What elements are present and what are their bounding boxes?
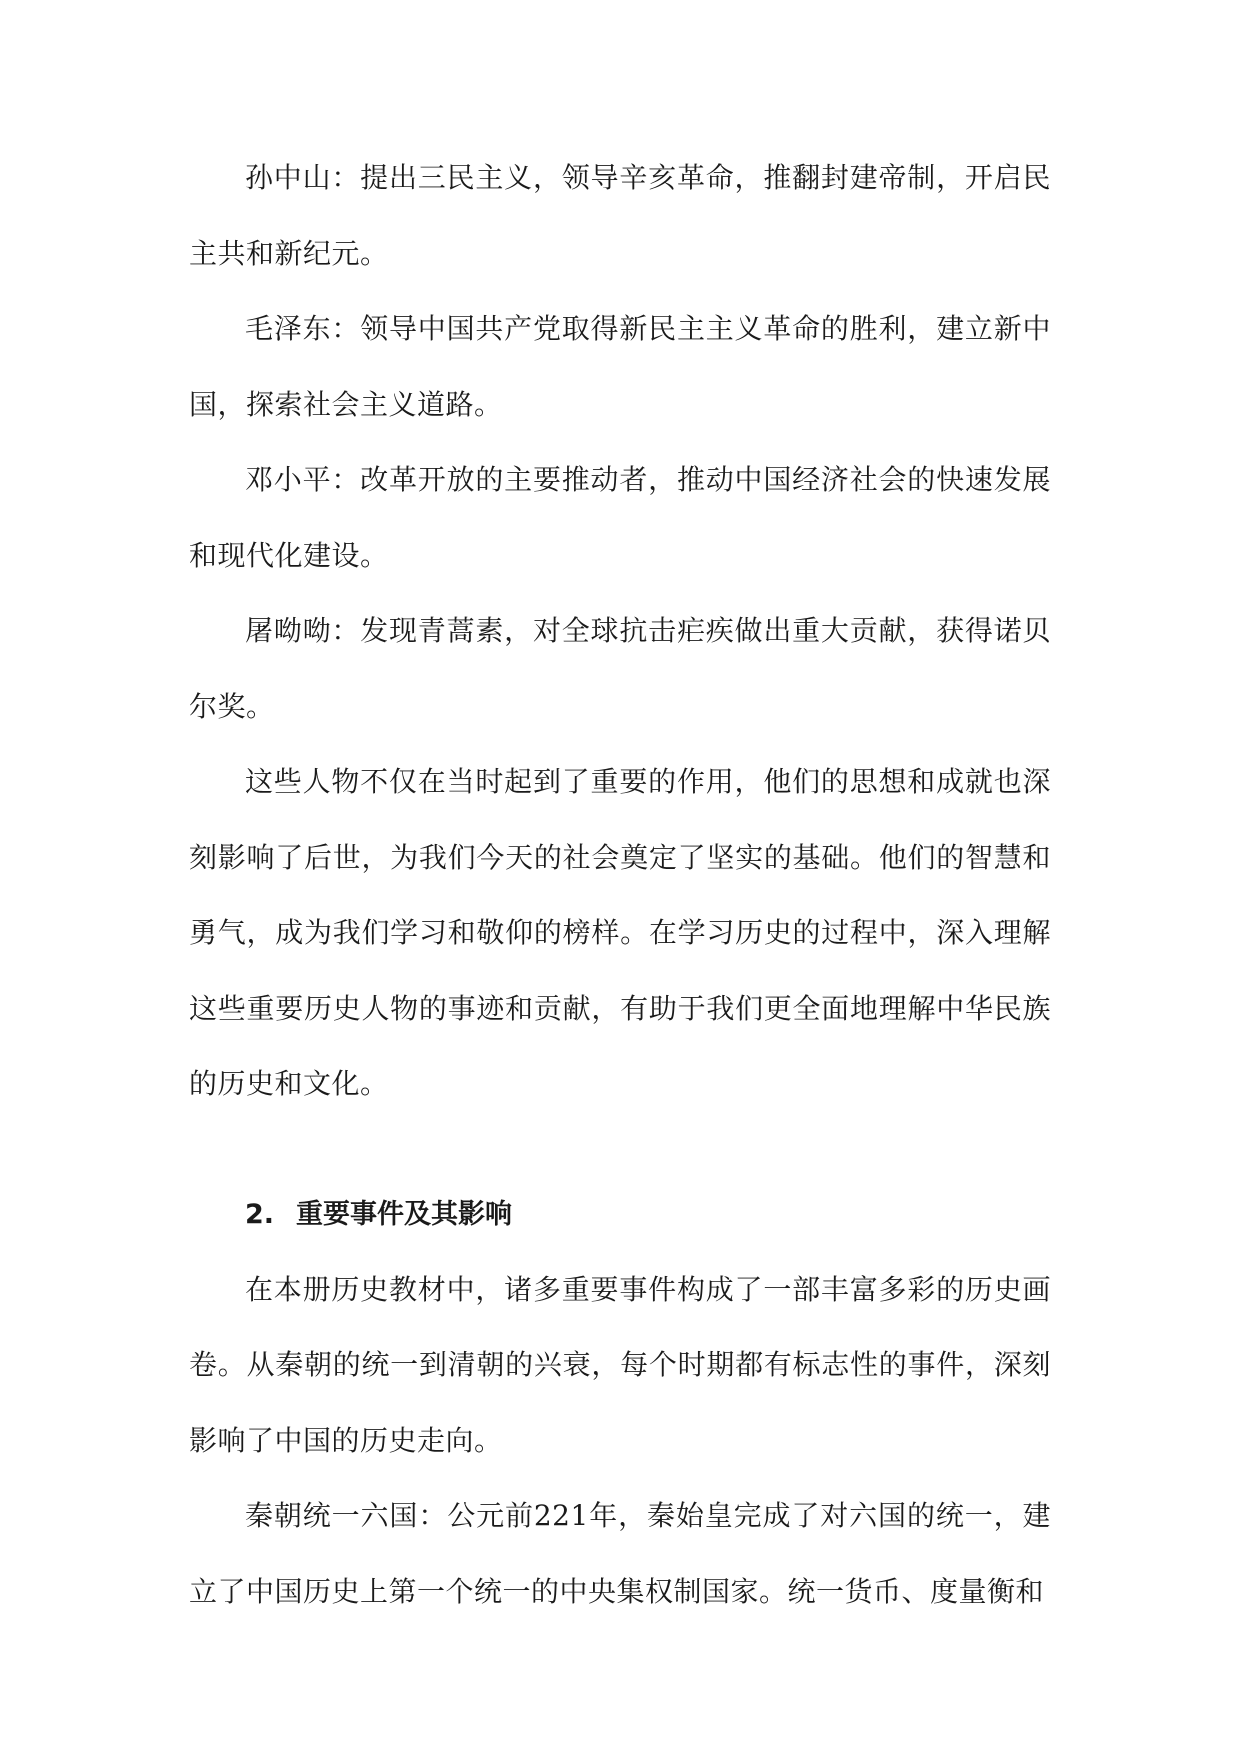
paragraph-qin-unification: 秦朝统一六国：公元前221年，秦始皇完成了对六国的统一，建立了中国历史上第一个统一的中央集权制国家。统一货币、度量衡和 xyxy=(189,1499,1051,1608)
paragraph-events-intro: 在本册历史教材中，诸多重要事件构成了一部丰富多彩的历史画卷。从秦朝的统一到清朝的兴衰，每个时期都有标志性的事件，深刻影响了中国的历史走向。 xyxy=(189,1272,1051,1457)
paragraph-tu-youyou: 屠呦呦：发现青蒿素，对全球抗击疟疾做出重大贡献，获得诺贝尔奖。 xyxy=(189,614,1051,723)
section-heading-number: 2. xyxy=(245,1198,275,1230)
paragraph-deng-xiaoping: 邓小平：改革开放的主要推动者，推动中国经济社会的快速发展和现代化建设。 xyxy=(189,463,1051,572)
section-heading-text: 重要事件及其影响 xyxy=(296,1198,513,1230)
section-heading xyxy=(189,1177,1051,1252)
paragraph-sun-zhongshan: 孙中山：提出三民主义，领导辛亥革命，推翻封建帝制，开启民主共和新纪元。 xyxy=(189,161,1051,270)
paragraph-summary: 这些人物不仅在当时起到了重要的作用，他们的思想和成就也深刻影响了后世，为我们今天的社会奠定了坚实的基础。他们的智慧和勇气，成为我们学习和敬仰的榜样。在学习历史的过程中，深入理解这些重要历史人物的事迹和贡献，有助于我们更全面地理解中华民族的历史和文化。 xyxy=(189,765,1051,1100)
paragraph-mao-zedong: 毛泽东：领导中国共产党取得新民主主义革命的胜利，建立新中国，探索社会主义道路。 xyxy=(189,312,1051,421)
document-body xyxy=(189,140,1051,1629)
